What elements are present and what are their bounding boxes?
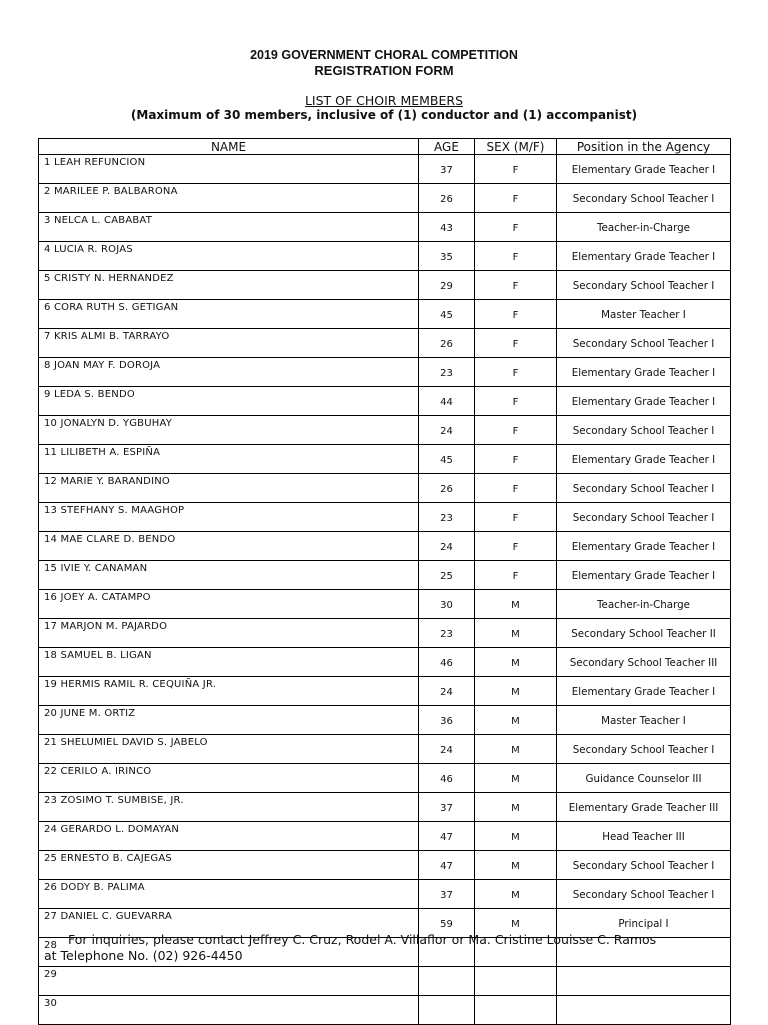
member-sex-cell: F <box>475 271 557 300</box>
member-name-cell: 5 CRISTY N. HERNANDEZ <box>39 271 419 300</box>
table-row <box>39 213 731 242</box>
member-position-cell: Secondary School Teacher I <box>557 735 731 764</box>
member-name-cell: 23 ZOSIMO T. SUMBISE, JR. <box>39 793 419 822</box>
member-position-cell: Master Teacher I <box>557 706 731 735</box>
telephone-line: at Telephone No. (02) 926-4450 <box>44 948 243 963</box>
table-row <box>39 271 731 300</box>
table-row <box>39 851 731 880</box>
member-age-cell: 23 <box>419 503 475 532</box>
competition-title: 2019 GOVERNMENT CHORAL COMPETITION <box>250 48 518 62</box>
member-sex-cell: F <box>475 329 557 358</box>
table-row <box>39 793 731 822</box>
member-age-cell: 29 <box>419 271 475 300</box>
member-age-cell: 24 <box>419 677 475 706</box>
member-age-cell: 24 <box>419 532 475 561</box>
member-sex-cell: M <box>475 822 557 851</box>
member-name-cell: 27 DANIEL C. GUEVARRA <box>39 909 419 938</box>
member-sex-cell <box>475 996 557 1025</box>
member-sex-cell: F <box>475 213 557 242</box>
member-sex-cell: F <box>475 358 557 387</box>
member-age-cell: 47 <box>419 851 475 880</box>
member-sex-cell: F <box>475 184 557 213</box>
table-row <box>39 764 731 793</box>
member-position-cell: Secondary School Teacher III <box>557 648 731 677</box>
member-position-cell: Teacher-in-Charge <box>557 590 731 619</box>
member-age-cell: 24 <box>419 735 475 764</box>
member-position-cell: Elementary Grade Teacher I <box>557 445 731 474</box>
member-sex-cell: F <box>475 445 557 474</box>
member-name-cell: 8 JOAN MAY F. DOROJA <box>39 358 419 387</box>
table-row <box>39 416 731 445</box>
table-row <box>39 155 731 184</box>
member-position-cell: Secondary School Teacher I <box>557 851 731 880</box>
column-header-name: NAME <box>39 139 419 155</box>
member-position-cell: Secondary School Teacher I <box>557 329 731 358</box>
member-name-cell: 1 LEAH REFUNCION <box>39 155 419 184</box>
member-position-cell: Principal I <box>557 909 731 938</box>
member-sex-cell: M <box>475 880 557 909</box>
member-sex-cell: M <box>475 648 557 677</box>
table-row <box>39 996 731 1025</box>
member-age-cell: 43 <box>419 213 475 242</box>
member-age-cell: 37 <box>419 793 475 822</box>
member-age-cell: 37 <box>419 155 475 184</box>
member-position-cell: Elementary Grade Teacher I <box>557 242 731 271</box>
member-age-cell <box>419 996 475 1025</box>
member-position-cell: Secondary School Teacher I <box>557 416 731 445</box>
member-sex-cell: F <box>475 561 557 590</box>
member-sex-cell: M <box>475 764 557 793</box>
member-age-cell: 37 <box>419 880 475 909</box>
member-name-cell: 28 <box>39 938 419 967</box>
member-sex-cell: M <box>475 590 557 619</box>
member-sex-cell: M <box>475 909 557 938</box>
table-row <box>39 503 731 532</box>
member-sex-cell: F <box>475 474 557 503</box>
table-row <box>39 822 731 851</box>
member-sex-cell: F <box>475 387 557 416</box>
member-name-cell: 9 LEDA S. BENDO <box>39 387 419 416</box>
table-row <box>39 706 731 735</box>
table-row <box>39 445 731 474</box>
member-limit-note: (Maximum of 30 members, inclusive of (1) conductor and (1) accompanist) <box>130 108 638 122</box>
member-name-cell: 19 HERMIS RAMIL R. CEQUIÑA JR. <box>39 677 419 706</box>
list-title: LIST OF CHOIR MEMBERS <box>304 93 464 108</box>
member-sex-cell: M <box>475 677 557 706</box>
member-name-cell: 26 DODY B. PALIMA <box>39 880 419 909</box>
member-name-cell: 22 CERILO A. IRINCO <box>39 764 419 793</box>
member-position-cell: Elementary Grade Teacher III <box>557 793 731 822</box>
member-position-cell: Secondary School Teacher II <box>557 619 731 648</box>
table-row <box>39 648 731 677</box>
member-age-cell: 46 <box>419 648 475 677</box>
contact-line: For inquiries, please contact Jeffrey C. Cruz, Rodel A. Villaflor or Ma. Cristine Louisse C. Ramos <box>68 932 657 947</box>
member-age-cell: 47 <box>419 822 475 851</box>
member-name-cell: 13 STEFHANY S. MAAGHOP <box>39 503 419 532</box>
member-sex-cell: F <box>475 242 557 271</box>
member-name-cell: 14 MAE CLARE D. BENDO <box>39 532 419 561</box>
member-sex-cell: F <box>475 416 557 445</box>
member-age-cell: 25 <box>419 561 475 590</box>
table-row <box>39 967 731 996</box>
member-name-cell: 29 <box>39 967 419 996</box>
member-sex-cell: M <box>475 706 557 735</box>
member-position-cell: Elementary Grade Teacher I <box>557 561 731 590</box>
table-header-row <box>39 139 731 155</box>
member-position-cell: Secondary School Teacher I <box>557 184 731 213</box>
member-age-cell: 26 <box>419 474 475 503</box>
contact-footer <box>44 932 744 964</box>
member-position-cell <box>557 996 731 1025</box>
table-row <box>39 619 731 648</box>
column-header-position: Position in the Agency <box>557 139 731 155</box>
table-row <box>39 329 731 358</box>
table-row <box>39 880 731 909</box>
member-age-cell: 23 <box>419 358 475 387</box>
member-sex-cell: M <box>475 619 557 648</box>
member-age-cell: 44 <box>419 387 475 416</box>
table-row <box>39 358 731 387</box>
member-position-cell <box>557 967 731 996</box>
member-age-cell: 59 <box>419 909 475 938</box>
member-sex-cell: F <box>475 532 557 561</box>
column-header-age: AGE <box>419 139 475 155</box>
member-age-cell: 30 <box>419 590 475 619</box>
member-age-cell: 24 <box>419 416 475 445</box>
member-age-cell: 26 <box>419 329 475 358</box>
table-row <box>39 300 731 329</box>
member-name-cell: 30 <box>39 996 419 1025</box>
member-age-cell: 46 <box>419 764 475 793</box>
member-age-cell: 23 <box>419 619 475 648</box>
member-name-cell: 15 IVIE Y. CANAMAN <box>39 561 419 590</box>
member-name-cell: 3 NELCA L. CABABAT <box>39 213 419 242</box>
member-position-cell: Secondary School Teacher I <box>557 271 731 300</box>
member-age-cell <box>419 967 475 996</box>
member-rows <box>39 155 731 1025</box>
member-position-cell: Elementary Grade Teacher I <box>557 677 731 706</box>
member-position-cell: Teacher-in-Charge <box>557 213 731 242</box>
member-position-cell: Elementary Grade Teacher I <box>557 358 731 387</box>
member-position-cell: Elementary Grade Teacher I <box>557 387 731 416</box>
member-age-cell: 45 <box>419 445 475 474</box>
member-position-cell: Guidance Counselor III <box>557 764 731 793</box>
member-age-cell: 45 <box>419 300 475 329</box>
member-sex-cell: M <box>475 735 557 764</box>
member-position-cell: Secondary School Teacher I <box>557 474 731 503</box>
table-row <box>39 677 731 706</box>
column-header-sex: SEX (M/F) <box>475 139 557 155</box>
table-row <box>39 184 731 213</box>
member-name-cell: 4 LUCIA R. ROJAS <box>39 242 419 271</box>
member-name-cell: 17 MARJON M. PAJARDO <box>39 619 419 648</box>
table-row <box>39 532 731 561</box>
member-sex-cell <box>475 967 557 996</box>
member-name-cell: 18 SAMUEL B. LIGAN <box>39 648 419 677</box>
table-row <box>39 735 731 764</box>
member-age-cell: 36 <box>419 706 475 735</box>
member-age-cell: 26 <box>419 184 475 213</box>
table-row <box>39 561 731 590</box>
member-name-cell: 20 JUNE M. ORTIZ <box>39 706 419 735</box>
member-name-cell: 12 MARIE Y. BARANDINO <box>39 474 419 503</box>
member-name-cell: 16 JOEY A. CATAMPO <box>39 590 419 619</box>
member-sex-cell: F <box>475 300 557 329</box>
table-row <box>39 242 731 271</box>
choir-members-table <box>38 138 731 1025</box>
member-name-cell: 6 CORA RUTH S. GETIGAN <box>39 300 419 329</box>
member-position-cell: Secondary School Teacher I <box>557 503 731 532</box>
member-sex-cell: M <box>475 851 557 880</box>
member-position-cell: Elementary Grade Teacher I <box>557 155 731 184</box>
member-name-cell: 11 LILIBETH A. ESPIÑA <box>39 445 419 474</box>
member-position-cell: Secondary School Teacher I <box>557 880 731 909</box>
member-name-cell: 10 JONALYN D. YGBUHAY <box>39 416 419 445</box>
member-position-cell: Head Teacher III <box>557 822 731 851</box>
form-title: REGISTRATION FORM <box>314 63 454 78</box>
member-name-cell: 7 KRIS ALMI B. TARRAYO <box>39 329 419 358</box>
member-age-cell: 35 <box>419 242 475 271</box>
member-name-cell: 21 SHELUMIEL DAVID S. JABELO <box>39 735 419 764</box>
member-sex-cell: F <box>475 155 557 184</box>
table-row <box>39 590 731 619</box>
member-name-cell: 24 GERARDO L. DOMAYAN <box>39 822 419 851</box>
member-position-cell: Elementary Grade Teacher I <box>557 532 731 561</box>
member-sex-cell: M <box>475 793 557 822</box>
member-name-cell: 2 MARILEE P. BALBARONA <box>39 184 419 213</box>
member-name-cell: 25 ERNESTO B. CAJEGAS <box>39 851 419 880</box>
table-row <box>39 474 731 503</box>
member-position-cell: Master Teacher I <box>557 300 731 329</box>
table-row <box>39 387 731 416</box>
member-sex-cell: F <box>475 503 557 532</box>
